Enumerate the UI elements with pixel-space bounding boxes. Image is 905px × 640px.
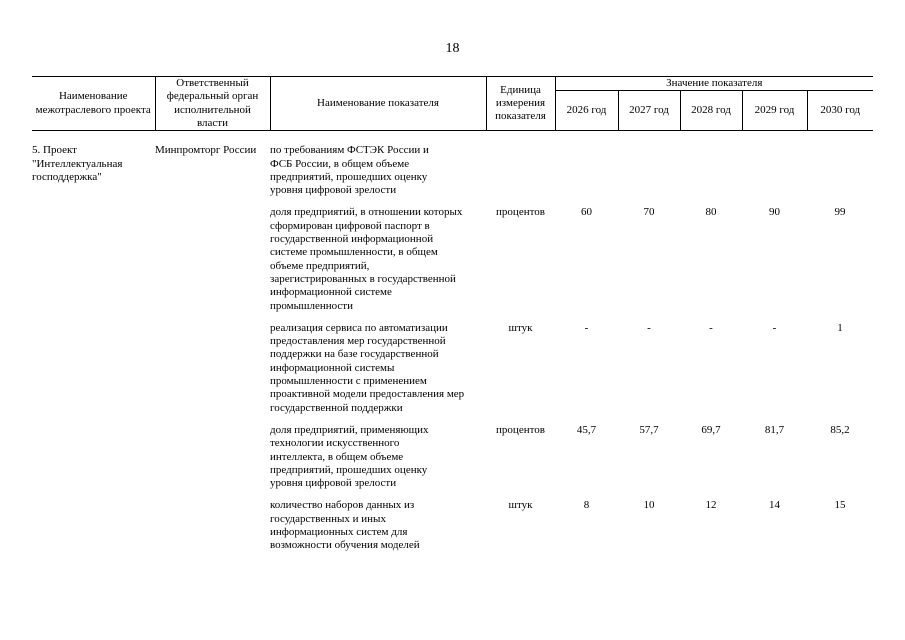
- header-year-2027: 2027 год: [618, 91, 680, 131]
- value-2030: 99: [834, 206, 846, 219]
- value-2026: 8: [583, 499, 590, 512]
- value-2030: 15: [834, 499, 846, 512]
- value-2026: 60: [581, 206, 592, 219]
- indicator-name: доля предприятий, в отношении которых сформирован цифровой паспорт в государственной информационной системе промышленности, в общем объеме предприятий, зарегистрированных в государственной информационной системе промышленности: [270, 206, 463, 312]
- value-2026: [555, 144, 618, 206]
- table-row: [32, 144, 873, 206]
- indicator-name: доля предприятий, применяющих технологии искусственного интеллекта, в общем объеме предприятий, прошедших оценку уровня цифровой зрелости: [270, 423, 429, 490]
- header-indicator: Наименование показателя: [270, 77, 486, 131]
- value-2028: -: [709, 321, 713, 334]
- header-value-group: Значение показателя: [555, 77, 873, 91]
- value-2029: 81,7: [764, 423, 785, 436]
- header-year-2029: 2029 год: [742, 91, 807, 131]
- value-2026: -: [584, 321, 589, 334]
- responsible-authority: Минпромторг России: [155, 144, 257, 157]
- value-2029: 14: [769, 499, 780, 512]
- value-2027: 57,7: [639, 423, 659, 436]
- indicators-table: [32, 76, 873, 562]
- unit: процентов: [496, 206, 545, 219]
- value-2027: [618, 144, 680, 206]
- header-year-2026: 2026 год: [555, 91, 618, 131]
- value-2027: -: [647, 321, 651, 334]
- value-2030: 1: [837, 321, 843, 334]
- page-number: 18: [445, 41, 460, 56]
- indicator-name: количество наборов данных из государственных и иных информационных систем для возможности обучения моделей: [270, 499, 420, 552]
- value-2030: 85,2: [830, 423, 850, 436]
- value-2028: [680, 144, 742, 206]
- value-2028: 12: [705, 499, 717, 512]
- unit: штук: [508, 499, 533, 512]
- value-2027: 70: [643, 206, 655, 219]
- header-project: Наименование межотраслевого проекта: [32, 77, 155, 131]
- value-2026: 45,7: [576, 423, 597, 436]
- header-unit: Единица измерения показателя: [486, 77, 555, 131]
- header-year-2030: 2030 год: [807, 91, 873, 131]
- project-name: 5. Проект "Интеллектуальная господдержка": [32, 144, 123, 183]
- unit: штук: [508, 321, 533, 334]
- value-2030: [807, 144, 873, 206]
- header-year-2028: 2028 год: [680, 91, 742, 131]
- value-2029: 90: [769, 206, 780, 219]
- indicator-name: реализация сервиса по автоматизации предоставления мер государственной поддержки на базе государственной информационной системы промышленности с применением проактивной модели предоставления мер государственной поддержки: [270, 321, 465, 414]
- value-2029: -: [772, 321, 777, 334]
- indicator-name: по требованиям ФСТЭК России и ФСБ России, в общем объеме предприятий, прошедших оценку уровня цифровой зрелости: [270, 144, 429, 197]
- unit: процентов: [496, 423, 545, 436]
- value-2029: [742, 144, 807, 206]
- value-2028: 69,7: [701, 423, 721, 436]
- unit: [486, 144, 555, 206]
- value-2028: 80: [705, 206, 717, 219]
- value-2027: 10: [643, 499, 655, 512]
- header-authority: Ответственный федеральный орган исполнительной власти: [155, 77, 270, 131]
